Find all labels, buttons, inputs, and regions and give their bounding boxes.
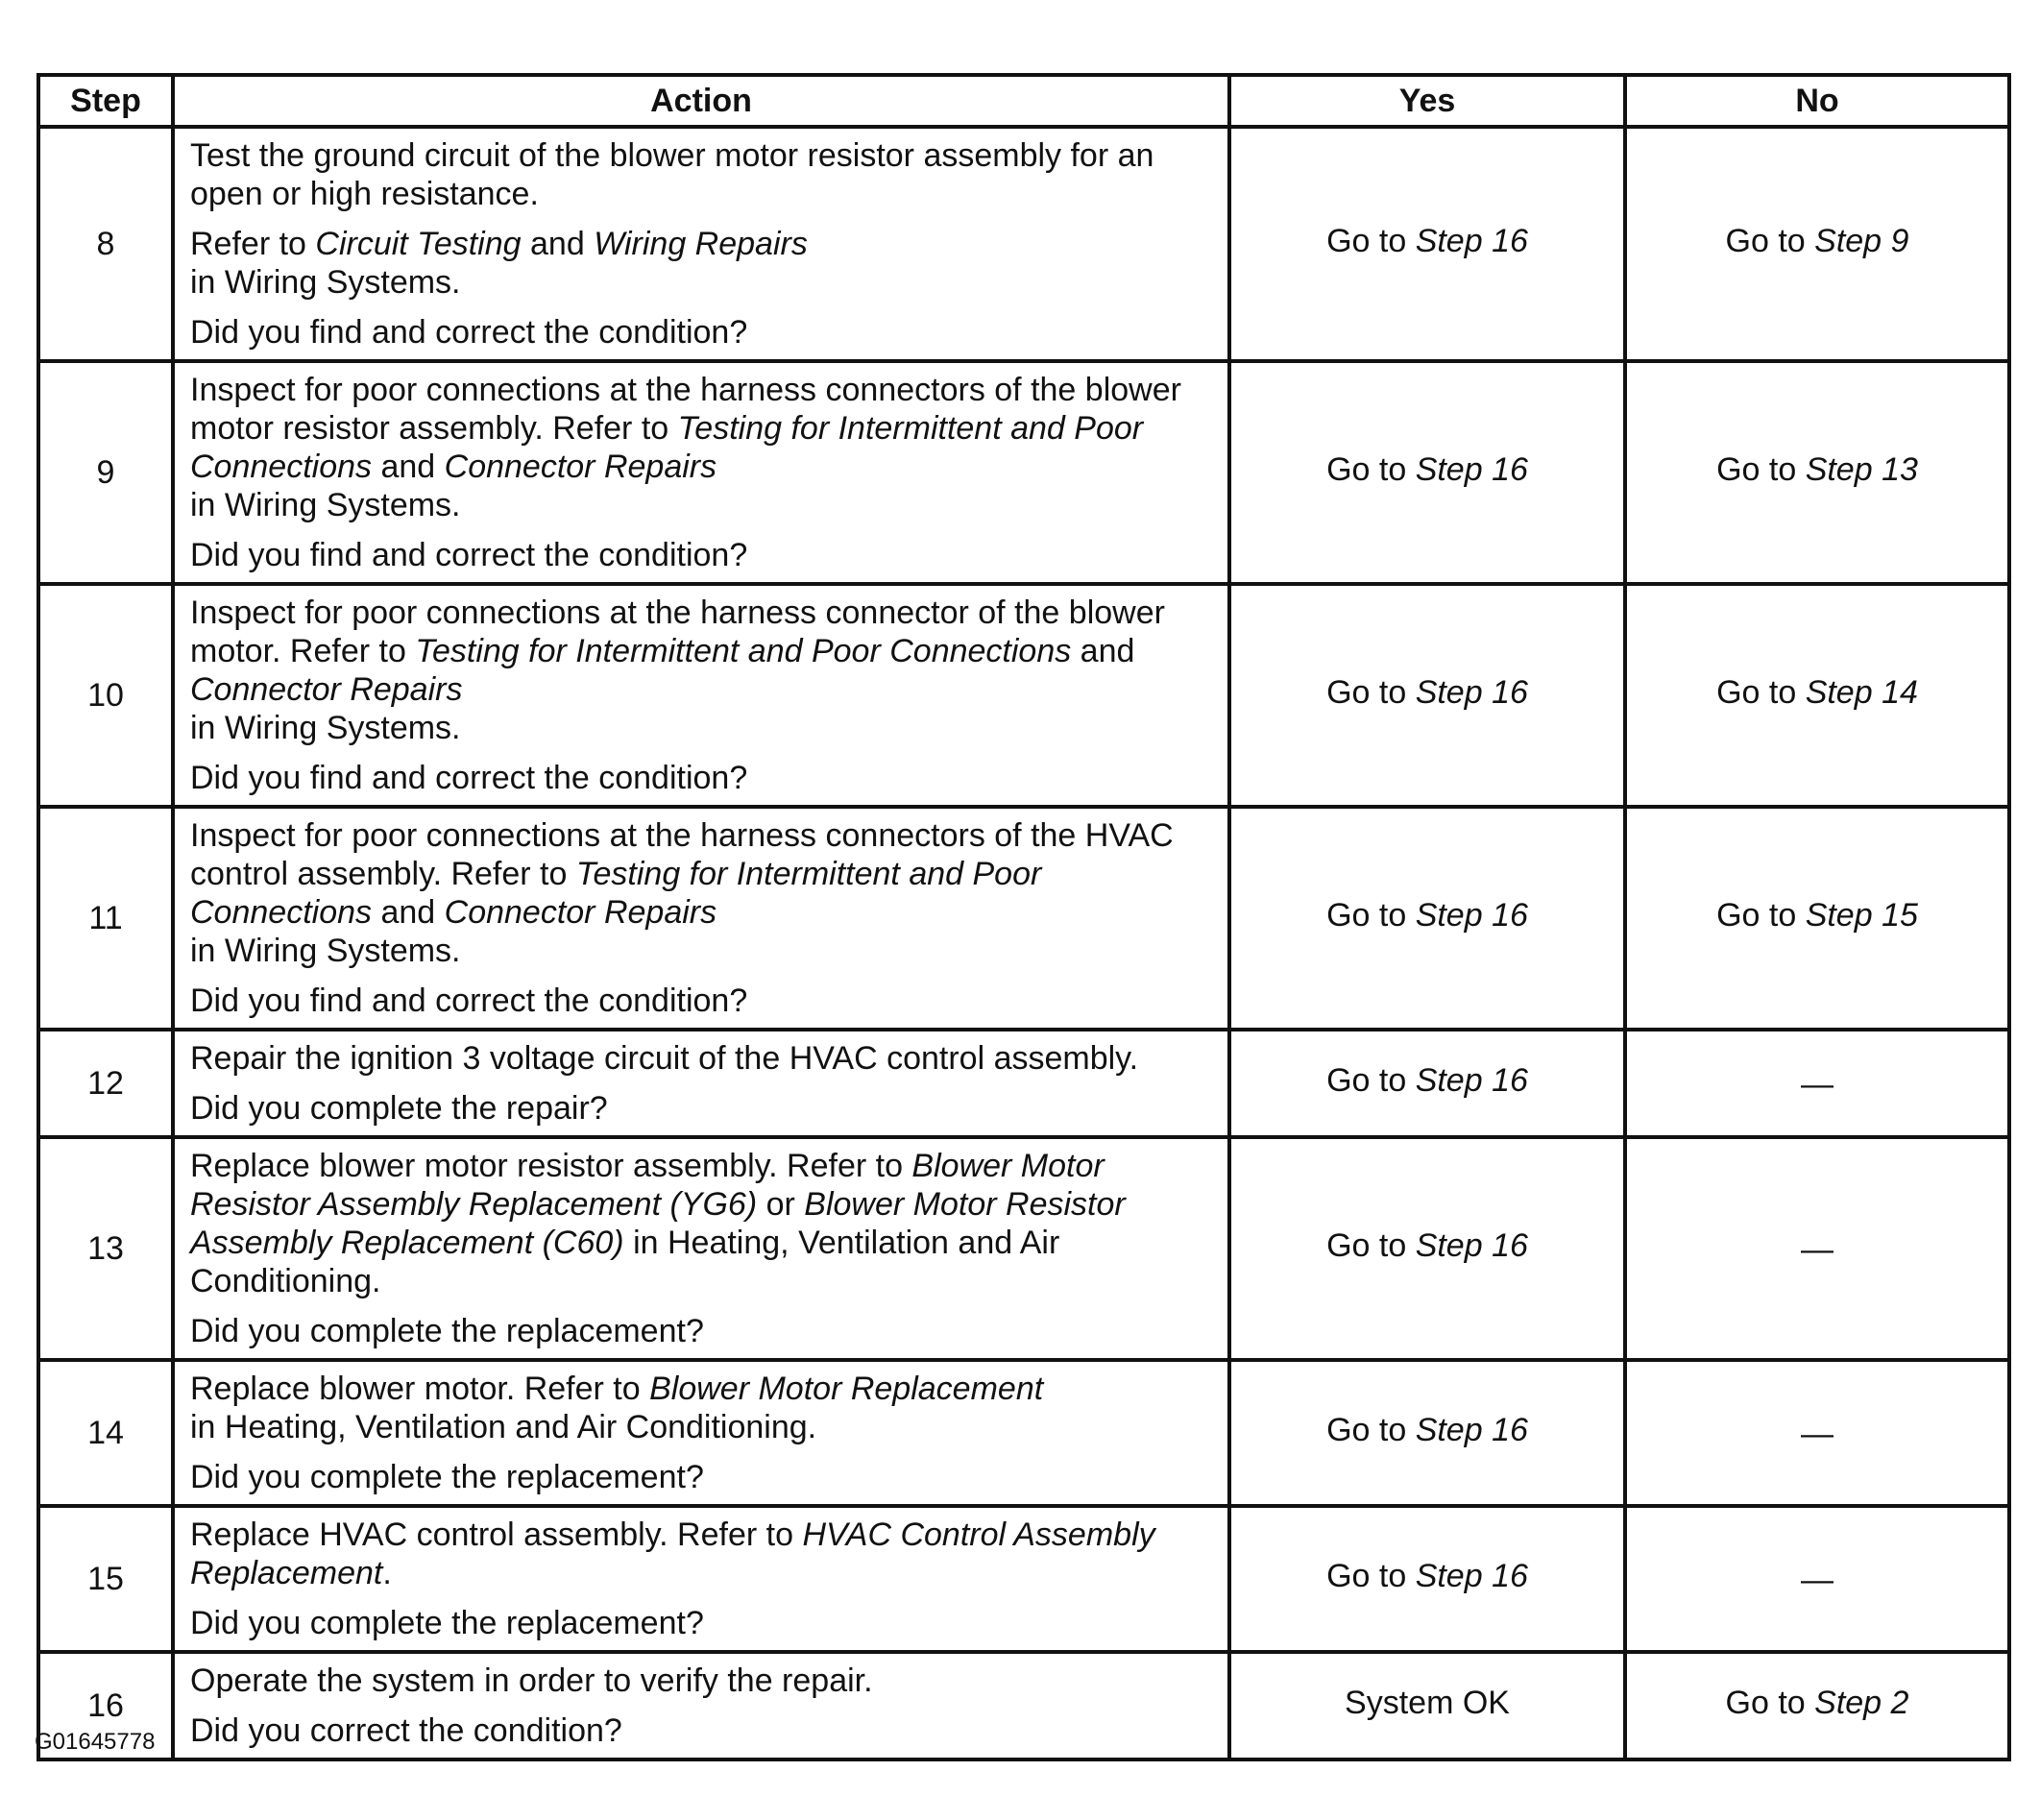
no-result [1625, 127, 2009, 361]
step-number: 16 [38, 1652, 173, 1759]
text-run: Go to [1716, 896, 1806, 934]
text-run: in Wiring Systems. [190, 710, 461, 746]
action-paragraph [190, 1039, 1214, 1078]
text-run: and [521, 226, 595, 262]
action-paragraph [190, 225, 1214, 302]
no-result [1625, 1652, 2009, 1759]
table-row [38, 1030, 2009, 1137]
action-cell [173, 127, 1229, 361]
text-run: Inspect for poor connections at the harness connectors of the HVAC control assembly. Refer to [190, 817, 1174, 892]
step-number: 8 [38, 127, 173, 361]
text-run: Did you complete the replacement? [190, 1313, 704, 1349]
text-run: — [1801, 1230, 1834, 1268]
text-run: Did you complete the replacement? [190, 1605, 704, 1641]
reference-link-text: Step 16 [1415, 1226, 1528, 1264]
text-run: Replace blower motor resistor assembly. Refer to [190, 1148, 912, 1184]
action-cell [173, 807, 1229, 1030]
table-row [38, 127, 2009, 361]
reference-link-text: Step 16 [1415, 1557, 1528, 1594]
action-paragraph [190, 1662, 1214, 1700]
text-run: Go to [1716, 673, 1806, 711]
reference-link-text: Wiring Repairs [594, 226, 808, 262]
reference-link-text: Step 16 [1415, 222, 1528, 259]
step-number: 14 [38, 1360, 173, 1506]
text-run: and [1071, 633, 1135, 669]
reference-link-text: HVAC Control Assembly Replacement [190, 1517, 1155, 1591]
text-run: Refer to [190, 226, 316, 262]
action-paragraph [190, 594, 1214, 747]
text-run: Replace blower motor. Refer to [190, 1371, 650, 1407]
reference-link-text: Connector Repairs [444, 449, 717, 485]
reference-link-text: Step 9 [1814, 222, 1909, 259]
text-run: Go to [1716, 450, 1806, 488]
action-paragraph [190, 1458, 1214, 1496]
reference-link-text: Step 15 [1805, 896, 1918, 934]
action-paragraph [190, 1147, 1214, 1300]
yes-result [1229, 1137, 1625, 1360]
text-run: — [1801, 1561, 1834, 1598]
diagnostic-table [36, 73, 2011, 1761]
reference-link-text: Step 2 [1814, 1684, 1909, 1721]
reference-link-text: Step 14 [1805, 673, 1918, 711]
text-run: Did you correct the condition? [190, 1712, 622, 1749]
reference-link-text: Step 16 [1415, 1061, 1528, 1099]
text-run: in Heating, Ventilation and Air Conditioning. [190, 1409, 817, 1445]
text-run: Inspect for poor connections at the harness connector of the blower motor. Refer to [190, 595, 1165, 669]
yes-result [1229, 1652, 1625, 1759]
text-run: Go to [1326, 1226, 1416, 1264]
reference-link-text: Testing for Intermittent and Poor Connections [190, 410, 1144, 485]
table-row [38, 361, 2009, 584]
no-result [1625, 1030, 2009, 1137]
reference-link-text: Testing for Intermittent and Poor Connections [190, 856, 1042, 931]
text-run: Go to [1326, 450, 1416, 488]
text-run: Repair the ignition 3 voltage circuit of the HVAC control assembly. [190, 1040, 1139, 1077]
yes-result [1229, 1506, 1625, 1652]
text-run: Did you complete the repair? [190, 1090, 608, 1127]
action-paragraph [190, 1370, 1214, 1446]
step-number: 9 [38, 361, 173, 584]
action-paragraph [190, 1711, 1214, 1750]
action-paragraph [190, 759, 1214, 797]
text-run: Go to [1326, 896, 1416, 934]
text-run: — [1801, 1065, 1834, 1103]
text-run: — [1801, 1415, 1834, 1452]
text-run: Did you find and correct the condition? [190, 760, 748, 796]
text-run: in Heating, Ventilation and Air Conditioning. [190, 1225, 1060, 1299]
reference-link-text: Step 16 [1415, 1411, 1528, 1448]
yes-result [1229, 584, 1625, 807]
action-paragraph [190, 1312, 1214, 1350]
text-run: and [372, 449, 445, 485]
text-run: System OK [1345, 1684, 1510, 1721]
text-run: Go to [1725, 1684, 1815, 1721]
no-result [1625, 1506, 2009, 1652]
text-run: in Wiring Systems. [190, 264, 461, 301]
table-row [38, 1137, 2009, 1360]
action-paragraph [190, 1604, 1214, 1642]
action-cell [173, 1652, 1229, 1759]
reference-link-text: Connector Repairs [190, 671, 463, 708]
text-run: Go to [1326, 222, 1416, 259]
text-run: Go to [1725, 222, 1815, 259]
reference-link-text: Blower Motor Resistor Assembly Replacement (C60) [190, 1186, 1126, 1261]
yes-result [1229, 361, 1625, 584]
text-run: . [382, 1555, 392, 1591]
reference-link-text: Step 13 [1805, 450, 1918, 488]
yes-result [1229, 807, 1625, 1030]
action-paragraph [190, 982, 1214, 1020]
action-paragraph [190, 136, 1214, 213]
no-result [1625, 1137, 2009, 1360]
reference-link-text: Step 16 [1415, 450, 1528, 488]
text-run: Did you find and correct the condition? [190, 983, 748, 1019]
action-cell [173, 1137, 1229, 1360]
text-run: Go to [1326, 1061, 1416, 1099]
table-row [38, 807, 2009, 1030]
text-run: Inspect for poor connections at the harness connectors of the blower motor resistor assembly. Refer to [190, 372, 1181, 447]
action-paragraph [190, 536, 1214, 574]
figure-code: G01645778 [35, 1729, 156, 1755]
yes-result [1229, 127, 1625, 361]
text-run: Go to [1326, 1411, 1416, 1448]
text-run: Go to [1326, 1557, 1416, 1594]
action-paragraph [190, 371, 1214, 524]
header-action: Action [173, 75, 1229, 127]
text-run: in Wiring Systems. [190, 487, 461, 523]
text-run: Go to [1326, 673, 1416, 711]
action-paragraph [190, 1089, 1214, 1128]
yes-result [1229, 1030, 1625, 1137]
reference-link-text: Step 16 [1415, 673, 1528, 711]
text-run: Operate the system in order to verify the repair. [190, 1662, 873, 1699]
action-cell [173, 1506, 1229, 1652]
no-result [1625, 584, 2009, 807]
step-number: 12 [38, 1030, 173, 1137]
text-run: Replace HVAC control assembly. Refer to [190, 1517, 803, 1553]
step-number: 11 [38, 807, 173, 1030]
header-step: Step [38, 75, 173, 127]
action-cell [173, 1360, 1229, 1506]
no-result [1625, 807, 2009, 1030]
table-row [38, 1506, 2009, 1652]
reference-link-text: Step 16 [1415, 896, 1528, 934]
table-row [38, 1360, 2009, 1506]
header-no: No [1625, 75, 2009, 127]
header-yes: Yes [1229, 75, 1625, 127]
step-number: 10 [38, 584, 173, 807]
reference-link-text: Connector Repairs [444, 894, 717, 931]
yes-result [1229, 1360, 1625, 1506]
action-paragraph [190, 1516, 1214, 1592]
text-run: Test the ground circuit of the blower motor resistor assembly for an open or high resistance. [190, 137, 1154, 212]
step-number: 15 [38, 1506, 173, 1652]
reference-link-text: Blower Motor Replacement [649, 1371, 1044, 1407]
action-paragraph [190, 816, 1214, 970]
text-run: and [372, 894, 445, 931]
step-number: 13 [38, 1137, 173, 1360]
table-row [38, 1652, 2009, 1759]
text-run: Did you find and correct the condition? [190, 537, 748, 573]
reference-link-text: Circuit Testing [315, 226, 522, 262]
action-cell [173, 361, 1229, 584]
table-row [38, 584, 2009, 807]
action-paragraph [190, 313, 1214, 352]
text-run: Did you find and correct the condition? [190, 314, 748, 351]
text-run: in Wiring Systems. [190, 933, 461, 969]
text-run: or [757, 1186, 805, 1223]
text-run: Did you complete the replacement? [190, 1459, 704, 1495]
reference-link-text: Blower Motor Resistor Assembly Replacement (YG6) [190, 1148, 1105, 1223]
header-row [38, 75, 2009, 127]
no-result [1625, 1360, 2009, 1506]
no-result [1625, 361, 2009, 584]
action-cell [173, 584, 1229, 807]
reference-link-text: Testing for Intermittent and Poor Connections [415, 633, 1072, 669]
action-cell [173, 1030, 1229, 1137]
